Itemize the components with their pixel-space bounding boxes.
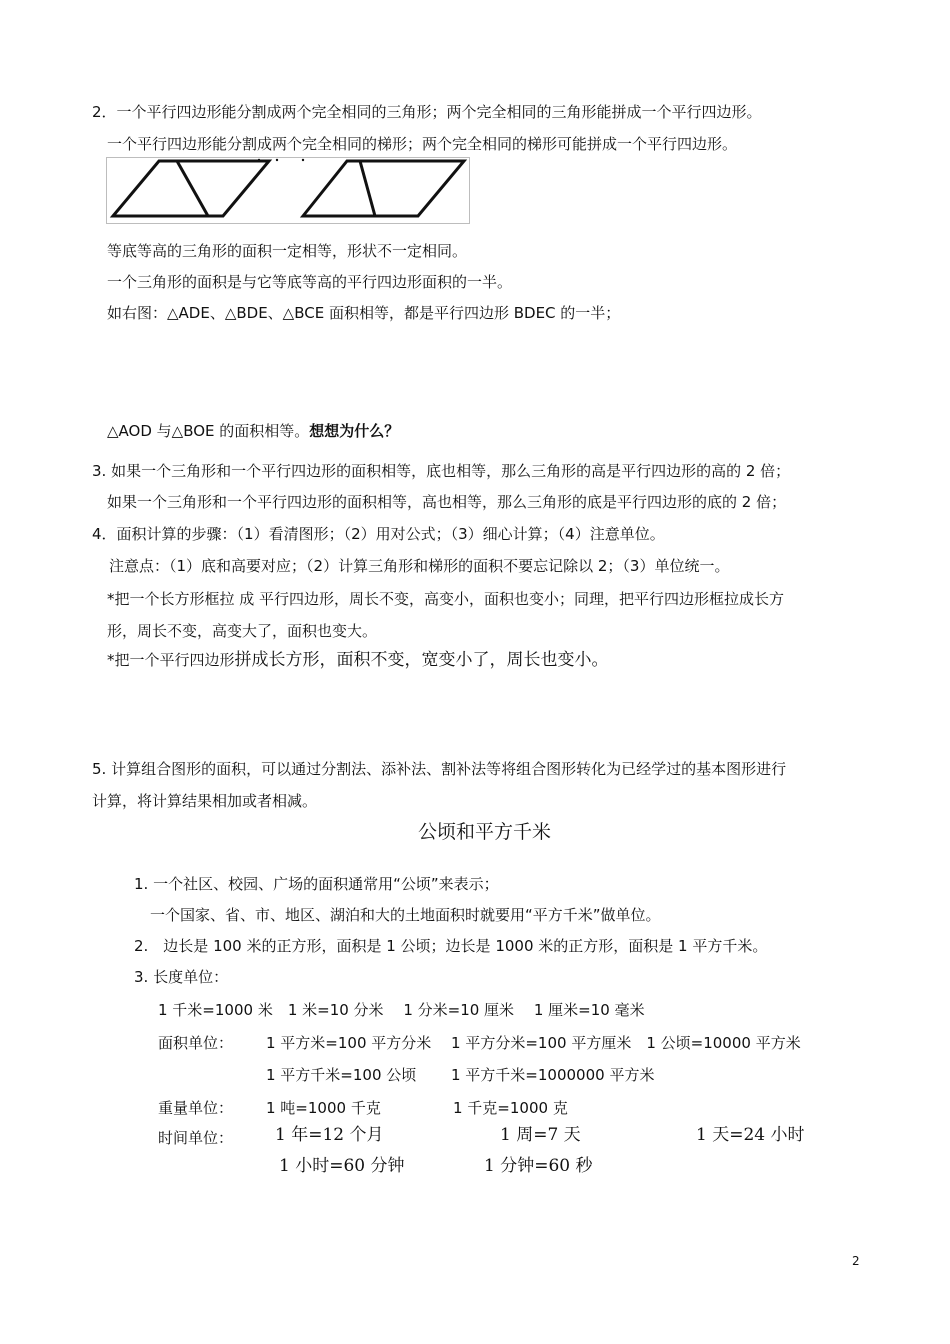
- parallelogram-diagram: [107, 158, 471, 225]
- area-units-row1: 1 平方米=100 平方分米 1 平方分米=100 平方厘米 1 公顷=10000 平方米: [266, 1034, 801, 1052]
- trapezoid-split-line: [360, 161, 375, 216]
- triangle-split-line: [177, 161, 208, 216]
- length-units-row: 1 千米=1000 米 1 米=10 分米 1 分米=10 厘米 1 厘米=10 毫米: [158, 1001, 645, 1019]
- section2-line1: 2．一个平行四边形能分割成两个完全相同的三角形；两个完全相同的三角形能拼成一个平行四边形。: [92, 103, 762, 121]
- time-units-d: 1 小时=60 分钟: [279, 1156, 405, 1176]
- section5-line1: 5. 计算组合图形的面积，可以通过分割法、添补法、割补法等将组合图形转化为已经学过的基本图形进行: [92, 760, 787, 778]
- area-units-row2a: 1 平方千米=100 公顷: [266, 1066, 417, 1084]
- section3-line1: 3. 如果一个三角形和一个平行四边形的面积相等，底也相等，那么三角形的高是平行四边形的高的 2 倍；: [92, 462, 791, 480]
- area-units-label: 面积单位：: [158, 1034, 234, 1052]
- section2-line6: [107, 421, 399, 441]
- parallelogram-right: [303, 161, 464, 216]
- section2-line6-normal: △AOD 与△BOE 的面积相等。: [107, 422, 310, 440]
- area-units-row2b: 1 平方千米=1000000 平方米: [451, 1066, 655, 1084]
- weight-units-b: 1 千克=1000 克: [453, 1099, 568, 1117]
- time-units-a: 1 年=12 个月: [275, 1125, 384, 1145]
- section4-line5-a: *把一个平行四边形: [107, 651, 235, 669]
- section4-line4: 形，周长不变，高变大了，面积也变大。: [107, 622, 378, 640]
- hectare-p3: 3. 长度单位：: [134, 968, 229, 986]
- section5-line2: 计算，将计算结果相加或者相减。: [92, 792, 318, 810]
- time-units-b: 1 周=7 天: [500, 1125, 581, 1145]
- section2-line4: 一个三角形的面积是与它等底等高的平行四边形面积的一半。: [107, 273, 513, 291]
- hectare-p2: 2. 边长是 100 米的正方形，面积是 1 公顷；边长是 1000 米的正方形，面积是 1 平方千米。: [134, 937, 768, 955]
- section4-line5: [107, 650, 609, 670]
- section4-line1: 4．面积计算的步骤：（1）看清图形；（2）用对公式；（3）细心计算；（4）注意单位。: [92, 525, 665, 543]
- time-units-label: 时间单位：: [158, 1129, 234, 1147]
- weight-units-a: 1 吨=1000 千克: [266, 1099, 381, 1117]
- hectare-p1a: 1. 一个社区、校园、广场的面积通常用“公顷”来表示；: [134, 875, 499, 893]
- time-units-e: 1 分钟=60 秒: [484, 1156, 593, 1176]
- section4-line5-b: 拼成长方形，面积不变，宽变小了，周长也变小。: [234, 650, 609, 670]
- time-units-c: 1 天=24 小时: [696, 1125, 805, 1145]
- section2-line6-question: 想想为什么？: [309, 422, 400, 440]
- section4-line3: *把一个长方形框拉 成 平行四边形，周长不变，高变小，面积也变小；同理，把平行四边形框拉成长方: [107, 590, 785, 608]
- section2-line2: 一个平行四边形能分割成两个完全相同的梯形；两个完全相同的梯形可能拼成一个平行四边形。: [107, 135, 738, 153]
- weight-units-label: 重量单位：: [158, 1099, 234, 1117]
- section2-line5: 如右图：△ADE、△BDE、△BCE 面积相等，都是平行四边形 BDEC 的一半；: [107, 304, 621, 322]
- hectare-p1b: 一个国家、省、市、地区、湖泊和大的土地面积时就要用“平方千米”做单位。: [150, 906, 661, 924]
- section3-line2: 如果一个三角形和一个平行四边形的面积相等，高也相等，那么三角形的底是平行四边形的底的 2 倍；: [107, 493, 787, 511]
- section2-line3: 等底等高的三角形的面积一定相等，形状不一定相同。: [107, 242, 468, 260]
- page-number: 2: [852, 1254, 860, 1268]
- parallelogram-figure: [106, 157, 470, 224]
- section4-line2: 注意点：（1）底和高要对应；（2）计算三角形和梯形的面积不要忘记除以 2；（3）单位统一。: [109, 557, 730, 575]
- heading-hectare-km2: 公顷和平方千米: [418, 821, 552, 843]
